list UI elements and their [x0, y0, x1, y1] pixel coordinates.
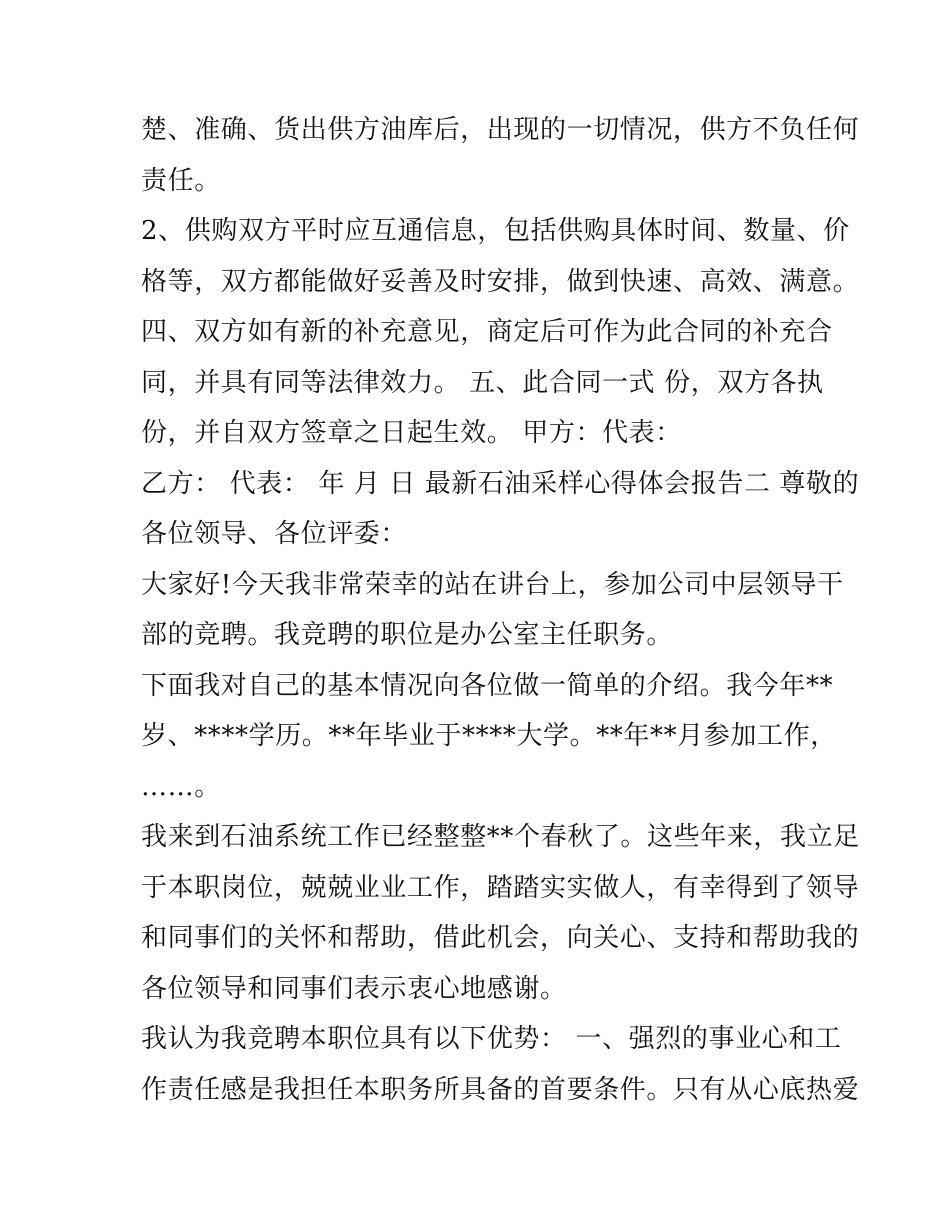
text-line: 各位领导和同事们表示衷心地感谢。 [141, 974, 567, 1004]
text-line: 和同事们的关怀和帮助，借此机会，向关心、支持和帮助我的 [141, 923, 860, 953]
text-line: 乙方： 代表： 年 月 日 最新石油采样心得体会报告二 尊敬的 [141, 469, 860, 499]
text-line: 部的竞聘。我竞聘的职位是办公室主任职务。 [141, 620, 674, 650]
text-line: 同，并具有同等法律效力。 五、此合同一式 份，双方各执 [141, 368, 824, 398]
text-line: 大家好!今天我非常荣幸的站在讲台上，参加公司中层领导干 [141, 570, 844, 600]
text-line: 我认为我竞聘本职位具有以下优势： 一、强烈的事业心和工 [141, 1024, 842, 1054]
text-line: 楚、准确、货出供方油库后，出现的一切情况，供方不负任何 [141, 115, 860, 145]
text-line: 各位领导、各位评委： [141, 519, 408, 549]
text-line: 份，并自双方签章之日起生效。 甲方：代表： [141, 418, 682, 448]
text-line: 我来到石油系统工作已经整整**个春秋了。这些年来，我立足 [141, 822, 860, 852]
text-line: 下面我对自己的基本情况向各位做一简单的介绍。我今年** [141, 671, 834, 701]
text-line: 格等，双方都能做好妥善及时安排，做到快速、高效、满意。 [141, 267, 860, 297]
text-line: 2、供购双方平时应互通信息，包括供购具体时间、数量、价 [141, 216, 850, 246]
text-line: 作责任感是我担任本职务所具备的首要条件。只有从心底热爱 [141, 1075, 860, 1105]
text-line: 岁、****学历。**年毕业于****大学。**年**月参加工作， [141, 721, 837, 751]
text-line: 四、双方如有新的补充意见，商定后可作为此合同的补充合 [141, 317, 833, 347]
text-line: ……。 [141, 772, 221, 802]
text-line: 于本职岗位，兢兢业业工作，踏踏实实做人，有幸得到了领导 [141, 873, 860, 903]
text-line: 责任。 [141, 166, 221, 196]
